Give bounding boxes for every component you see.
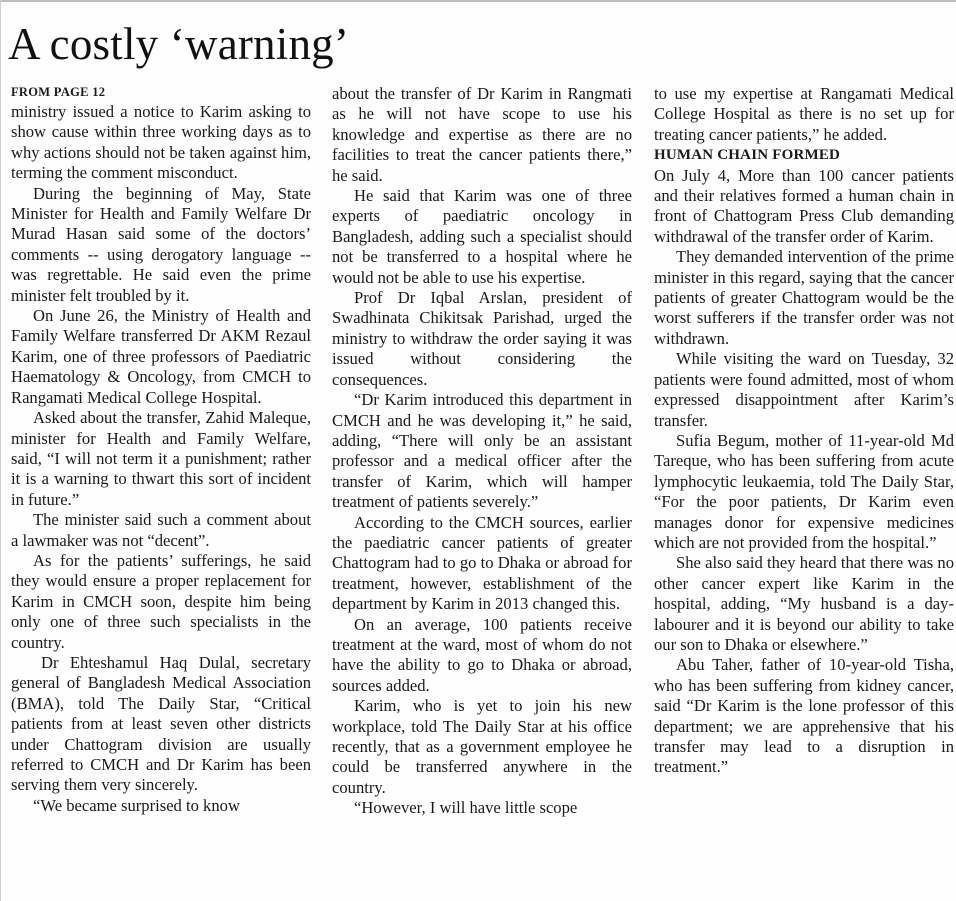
article-headline: A costly ‘warning’ [8, 19, 350, 69]
left-border-rule [0, 0, 1, 901]
paragraph: While visiting the ward on Tuesday, 32 patients were found admitted, most of whom expressed disappointment after Karim’s transfer. [654, 349, 954, 430]
paragraph: to use my expertise at Rangamati Medical College Hospital as there is no set up for treating cancer patients,” he added. [654, 84, 954, 144]
top-border-rule [0, 0, 956, 2]
paragraph: During the beginning of May, State Minister for Health and Family Welfare Dr Murad Hasan said some of the doctors’ comments -- using derogatory language -- was regrettable. He said even the prime minister felt troubled by it. [11, 183, 311, 305]
paragraph: Sufia Begum, mother of 11-year-old Md Tareque, who has been suffering from acute lymphocytic leukaemia, told The Daily Star, “For the poor patients, Dr Karim even manages donor for expensive medicines which are not provided from the hospital.” [654, 430, 954, 552]
paragraph: As for the patients’ sufferings, he said they would ensure a proper replacement for Karim in CMCH soon, despite him being only one of three such specialists in the country. [11, 550, 311, 652]
paragraph: According to the CMCH sources, earlier the paediatric cancer patients of greater Chattogram had to go to Dhaka or abroad for treatment, however, establishment of the department by Karim in 2013 changed this. [332, 512, 632, 614]
paragraph: Karim, who is yet to join his new workplace, told The Daily Star at his office recently, that as a government employee he could be transferred anywhere in the country. [332, 696, 632, 797]
continued-from-kicker: FROM PAGE 12 [11, 85, 106, 99]
section-subhead: HUMAN CHAIN FORMED [654, 147, 841, 164]
paragraph: Prof Dr Iqbal Arslan, president of Swadhinata Chikitsak Parishad, urged the ministry to withdraw the order saying it was issued without considering the consequences. [332, 288, 632, 389]
paragraph: ministry issued a notice to Karim asking to show cause within three working days as to why actions should not be taken against him, terming the comment misconduct. [11, 102, 311, 183]
paragraph: about the transfer of Dr Karim in Rangmati as he will not have scope to use his knowledge and expertise as there are no facilities to treat the cancer patients there,” he said. [332, 84, 632, 185]
paragraph: “We became surprised to know [33, 795, 240, 815]
article-column-2 [332, 84, 632, 901]
paragraph: She also said they heard that there was no other cancer expert like Karim in the hospital, adding, “My husband is a day-labourer and it is beyond our ability to take our son to Dhaka or elsewhere.” [654, 553, 954, 654]
paragraph: On an average, 100 patients receive treatment at the ward, most of whom do not have the ability to go to Dhaka or abroad, sources added. [332, 614, 632, 695]
paragraph: On June 26, the Ministry of Health and Family Welfare transferred Dr AKM Rezaul Karim, one of three professors of Paediatric Haematology & Oncology, from CMCH to Rangamati Medical College Hospital. [11, 306, 311, 407]
article-column-1 [11, 84, 311, 901]
paragraph: Dr Ehteshamul Haq Dulal, secretary general of Bangladesh Medical Association (BMA), told The Daily Star, “Critical patients from at least seven other districts under Chattogram division are usually referred to CMCH and Dr Karim has been serving them very sincerely. [11, 652, 311, 795]
paragraph: On July 4, More than 100 cancer patients and their relatives formed a human chain in front of Chattogram Press Club demanding withdrawal of the transfer order of Karim. [654, 165, 954, 246]
paragraph: They demanded intervention of the prime minister in this regard, saying that the cancer patients of greater Chattogram would be the worst sufferers if the transfer order was not withdrawn. [654, 247, 954, 348]
paragraph: Asked about the transfer, Zahid Maleque, minister for Health and Family Welfare, said, “I will not term it a punishment; rather it is a warning to thwart this sort of incident in future.” [11, 408, 311, 509]
paragraph: Abu Taher, father of 10-year-old Tisha, who has been suffering from kidney cancer, said “Dr Karim is the lone professor of this department; we are apprehensive that his transfer may lead to a disruption in treatment.” [654, 655, 954, 777]
paragraph: The minister said such a comment about a lawmaker was not “decent”. [11, 510, 311, 550]
paragraph: “However, I will have little scope [354, 798, 578, 818]
paragraph: He said that Karim was one of three experts of paediatric oncology in Bangladesh, adding such a specialist should not be transferred to a hospital where he would not be able to use his expertise. [332, 186, 632, 287]
paragraph: “Dr Karim introduced this department in CMCH and he was developing it,” he said, adding, “There will only be an assistant professor and a medical officer after the transfer of Karim, which will hamper treatment of patients severely.” [332, 390, 632, 512]
article-column-3 [654, 84, 954, 901]
